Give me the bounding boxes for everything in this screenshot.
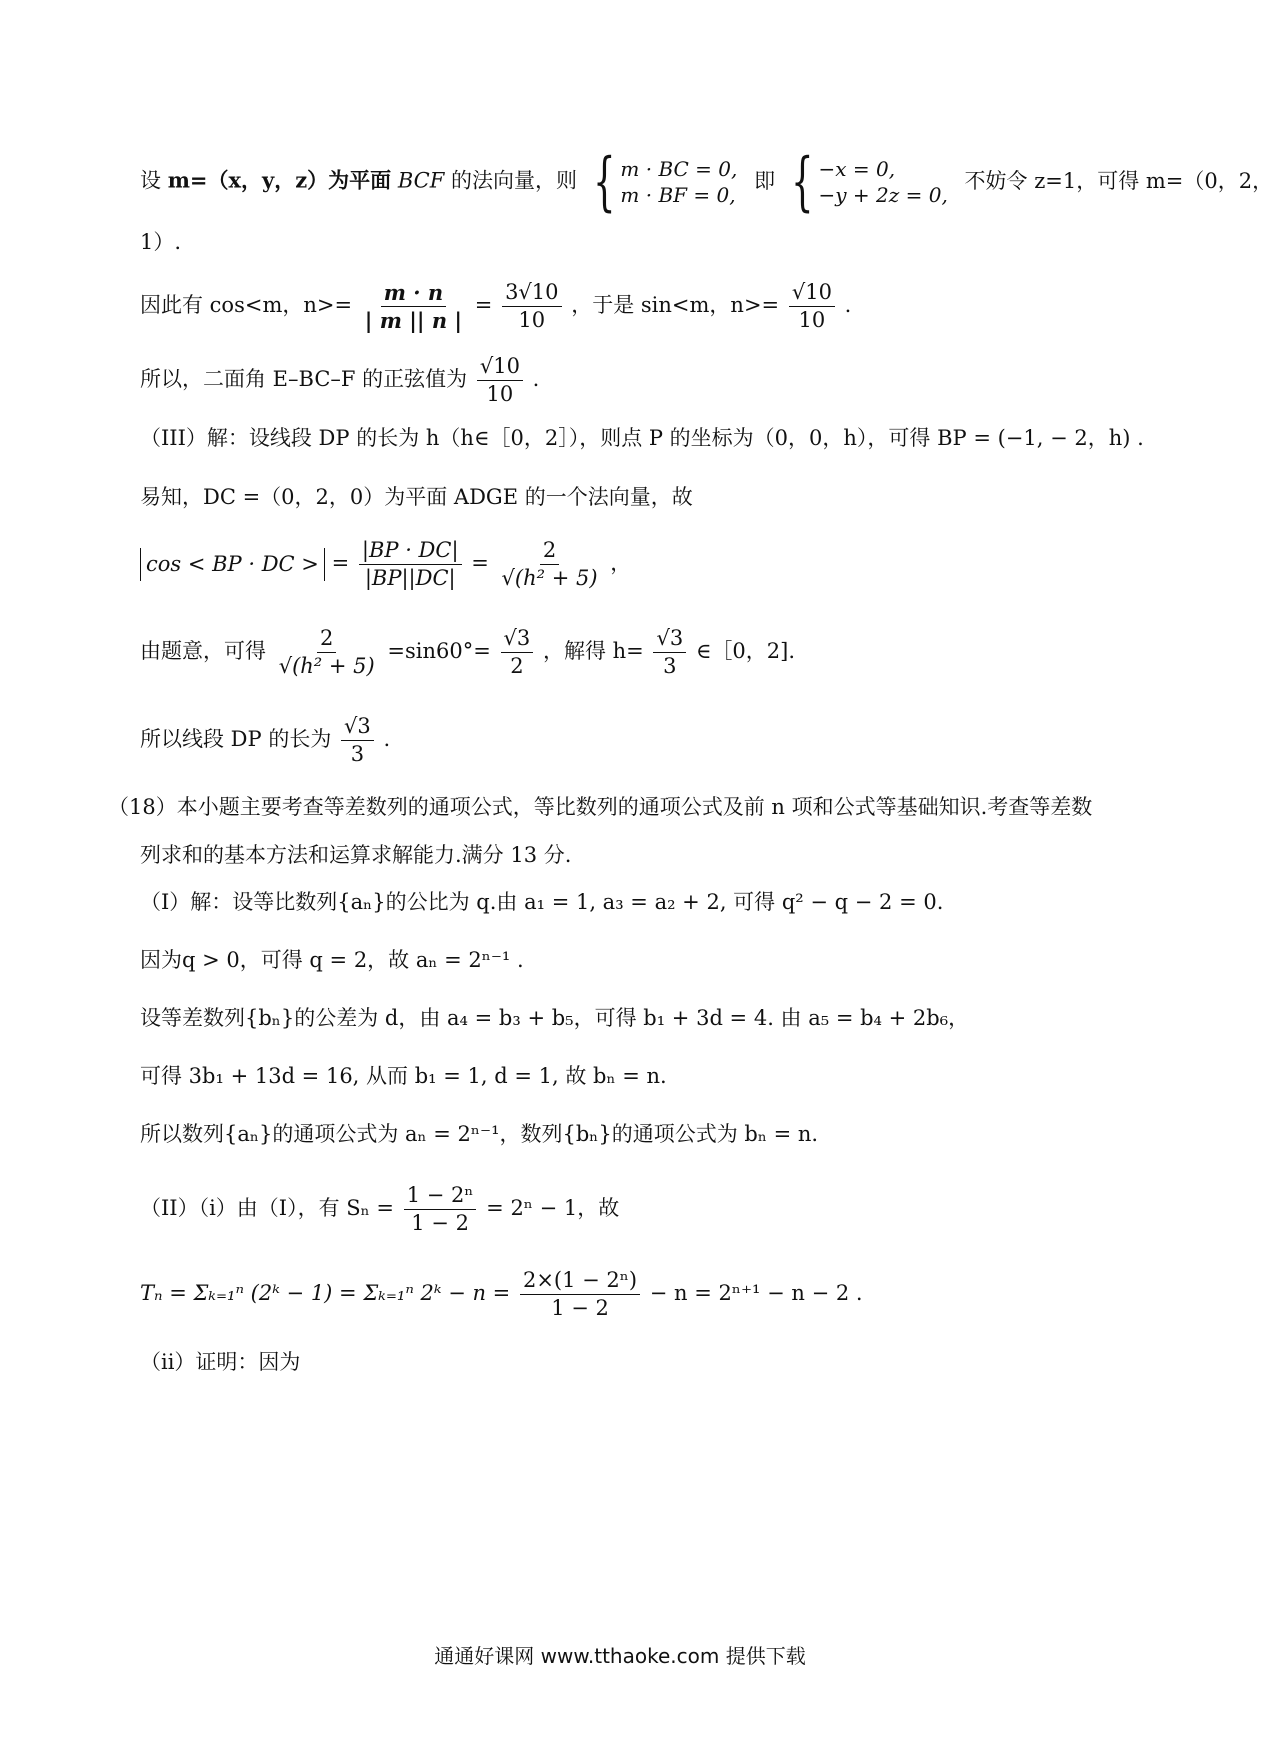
fraction — [653, 628, 686, 677]
text: （ii）证明：因为 — [140, 1350, 301, 1374]
denominator: | m || n | — [364, 308, 463, 333]
text: BCF — [397, 168, 445, 193]
text: 即 — [754, 168, 776, 193]
left-brace: { — [592, 145, 616, 219]
line-part-i — [140, 892, 943, 913]
equation: −y + 2z = 0, — [818, 183, 948, 207]
line-part-ii-proof — [140, 1352, 300, 1373]
text: ∈［0，2]. — [695, 639, 796, 663]
text: 列求和的基本方法和运算求解能力.满分 13 分. — [140, 843, 572, 867]
text: 设 — [140, 168, 161, 193]
left-brace: { — [790, 145, 814, 219]
line-sin60 — [140, 628, 795, 677]
fraction — [341, 716, 374, 765]
numerator: 2 — [540, 540, 559, 565]
line-sn — [140, 1185, 619, 1234]
text: = 2ⁿ − 1，故 — [486, 1196, 620, 1220]
text: m=（x，y，z）为平面 — [167, 167, 392, 193]
question-18-heading-cont — [140, 845, 571, 866]
numerator: 3√10 — [502, 282, 561, 307]
denominator: 1 − 2 — [551, 1296, 609, 1320]
page-footer — [0, 1640, 1240, 1669]
line-tn — [140, 1270, 863, 1319]
line-normal-dc — [140, 487, 693, 508]
line-dp-length — [140, 716, 390, 765]
text: = — [471, 551, 489, 575]
numerator: 1 − 2ⁿ — [404, 1185, 477, 1210]
denominator: √(h² + 5) — [501, 566, 598, 590]
equation: m · BF = 0, — [620, 183, 736, 207]
line-arith-seq — [140, 1008, 969, 1029]
denominator: 2 — [510, 654, 524, 678]
fraction — [789, 282, 835, 331]
text: . — [532, 367, 540, 391]
denominator: 3 — [663, 654, 677, 678]
text: 易知，DC =（0，2，0）为平面 ADGE 的一个法向量，故 — [140, 485, 693, 509]
text: （II）（i）由（I），有 Sₙ = — [140, 1196, 395, 1220]
line-cos-sin — [140, 282, 851, 331]
denominator: 3 — [350, 742, 365, 766]
system-rows — [818, 159, 947, 205]
fraction — [276, 628, 378, 677]
fraction — [477, 356, 523, 405]
text: 的法向量，则 — [451, 168, 577, 193]
denominator: 10 — [486, 382, 514, 406]
system-rows — [620, 159, 737, 205]
text: 不妨令 z=1，可得 m=（0，2， — [964, 168, 1273, 193]
text: Tₙ = Σₖ₌₁ⁿ (2ᵏ − 1) = Σₖ₌₁ⁿ 2ᵏ − n = — [140, 1281, 511, 1305]
text: 设等差数列{bₙ}的公差为 d，由 a₄ = b₃ + b₅，可得 b₁ + 3d = 4. 由 a₅ = b₄ + 2b₆， — [140, 1006, 970, 1030]
text: 因为q > 0，可得 q = 2，故 aₙ = 2ⁿ⁻¹ . — [140, 948, 524, 972]
fraction — [501, 628, 534, 677]
line-dihedral-angle — [140, 356, 539, 405]
footer-text: 通通好课网 www.tthaoke.com 提供下载 — [434, 1644, 806, 1668]
question-18-heading — [108, 797, 1092, 818]
text: ，于是 sin<m，n>= — [571, 293, 780, 317]
equation: m · BC = 0, — [620, 157, 738, 181]
text: （III）解：设线段 DP 的长为 h（h∈［0，2］），则点 P 的坐标为（0，0，h），可得 BP = (−1, − 2，h) . — [140, 426, 1144, 450]
denominator: 1 − 2 — [411, 1211, 469, 1235]
line-general-terms — [140, 1124, 818, 1145]
text: 所以，二面角 E–BC–F 的正弦值为 — [140, 367, 468, 391]
numerator: √10 — [477, 356, 523, 381]
text: 因此有 cos<m，n>= — [140, 293, 353, 317]
fraction — [362, 282, 465, 331]
equation: −x = 0, — [818, 157, 896, 181]
numerator: √10 — [789, 282, 835, 307]
numerator: √3 — [501, 628, 534, 653]
text: 所以线段 DP 的长为 — [140, 727, 332, 751]
line-continuation — [140, 232, 181, 253]
numerator: 2 — [317, 628, 336, 653]
fraction — [520, 1270, 640, 1319]
denominator: 10 — [518, 308, 546, 332]
line-q-value — [140, 950, 524, 971]
fraction — [502, 282, 561, 331]
denominator: |BP||DC| — [364, 566, 456, 590]
fraction — [499, 540, 601, 589]
text: . — [383, 727, 391, 751]
denominator: √(h² + 5) — [278, 654, 375, 678]
denominator: 10 — [798, 308, 826, 332]
equation-system — [584, 145, 738, 219]
line-solve-b — [140, 1066, 667, 1087]
text: （I）解：设等比数列{aₙ}的公比为 q.由 a₁ = 1, a₃ = a₂ + 2, 可得 q² − q − 2 = 0. — [140, 890, 944, 914]
fraction — [359, 540, 462, 589]
absolute-value: cos < BP · DC > — [140, 548, 325, 581]
text: 可得 3b₁ + 13d = 16, 从而 b₁ = 1, d = 1, 故 bₙ = n. — [140, 1064, 667, 1088]
text: 由题意，可得 — [140, 639, 266, 663]
line-part-iii — [140, 428, 1144, 449]
text: ，解得 h= — [542, 639, 644, 663]
line-normal-vector — [140, 145, 1273, 219]
text: 1）. — [140, 230, 182, 254]
text: = — [331, 551, 350, 575]
text: = — [474, 293, 493, 317]
numerator: 2×(1 − 2ⁿ) — [520, 1270, 640, 1295]
numerator: √3 — [341, 716, 374, 741]
fraction — [404, 1185, 477, 1234]
text: 所以数列{aₙ}的通项公式为 aₙ = 2ⁿ⁻¹，数列{bₙ}的通项公式为 bₙ = n. — [140, 1122, 819, 1146]
numerator: m · n — [381, 282, 446, 307]
line-cos-abs — [140, 540, 631, 589]
equation-system — [782, 145, 948, 219]
numerator: |BP · DC| — [359, 540, 462, 565]
text: =sin60°= — [387, 639, 491, 663]
text: − n = 2ⁿ⁺¹ − n − 2 . — [649, 1281, 863, 1305]
numerator: √3 — [653, 628, 686, 653]
text: . — [844, 293, 852, 317]
text: （18）本小题主要考查等差数列的通项公式，等比数列的通项公式及前 n 项和公式等基础知识.考查等差数 — [108, 795, 1093, 819]
text: ， — [610, 551, 632, 575]
